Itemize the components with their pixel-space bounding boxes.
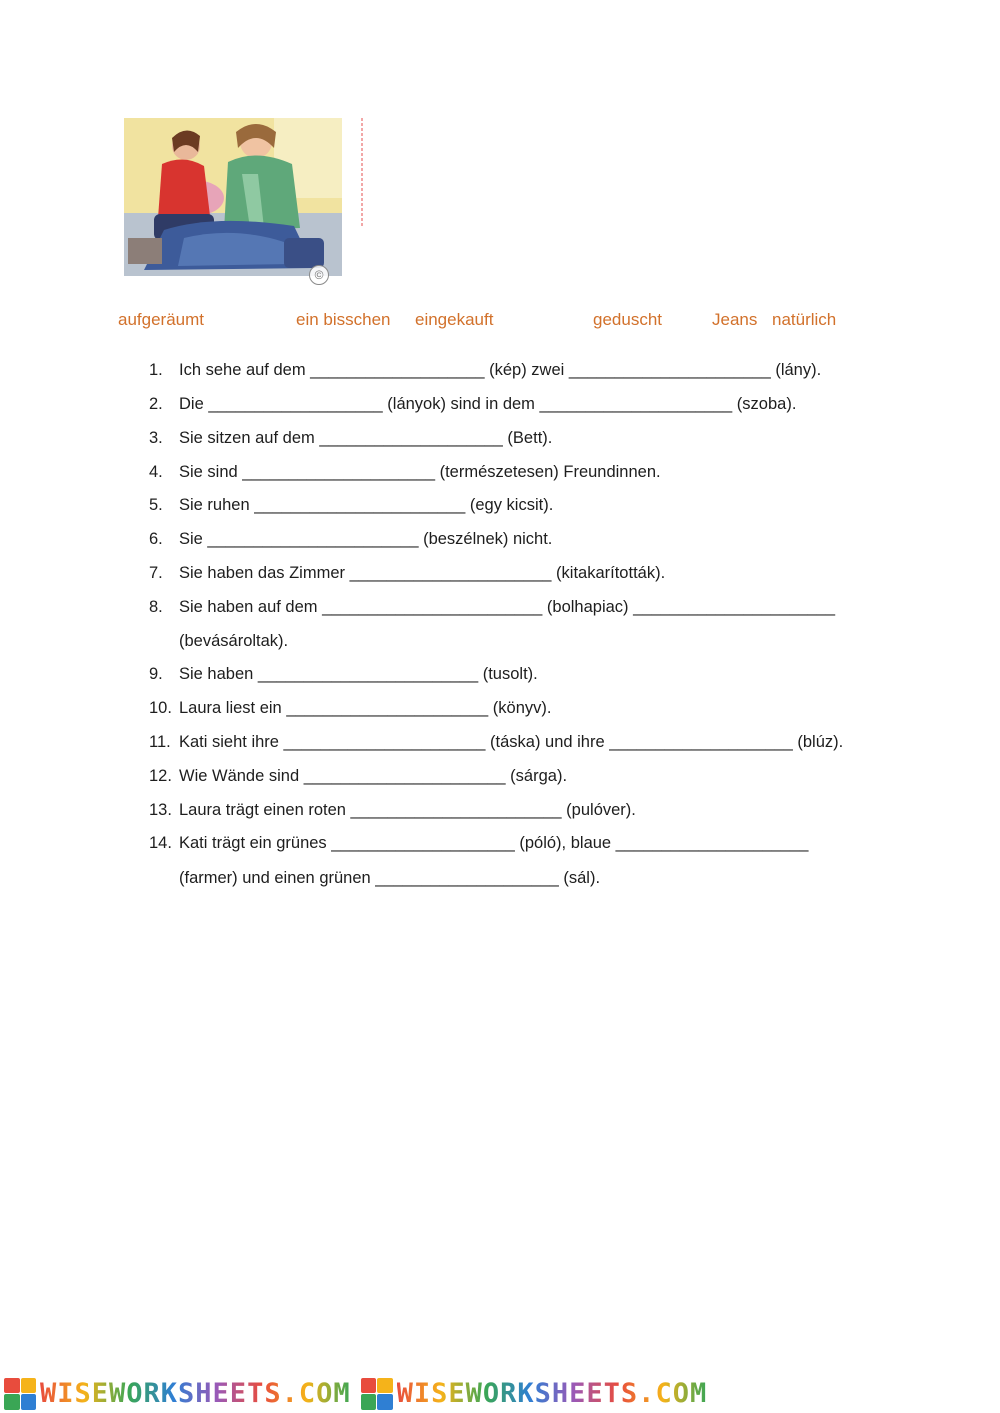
margin-rule [361,118,363,228]
item-text: Sie sind _____________________ (természetesen) Freundinnen. [179,463,661,481]
item-number: 8. [149,598,163,616]
exercise-item [149,661,538,687]
watermark-block [4,1378,351,1410]
wiseworksheets-logo-icon [361,1378,393,1410]
watermark-footer [0,1374,1000,1413]
item-text: Sie ruhen _______________________ (egy kicsit). [179,496,554,514]
wiseworksheets-logo-icon [4,1378,36,1410]
item-number: 5. [149,496,163,514]
item-text: Laura trägt einen roten _______________________ (pulóver). [179,801,636,819]
item-text: Ich sehe auf dem ___________________ (kép) zwei ______________________ (lány). [179,361,822,379]
item-number: 3. [149,429,163,447]
item-text: Kati sieht ihre ______________________ (táska) und ihre ____________________ (blúz). [179,733,844,751]
item-text: Sie haben das Zimmer ______________________ (kitakarították). [179,564,666,582]
exercise-item [149,763,567,789]
word-bank-item: Jeans [712,310,758,329]
item-number: 9. [149,665,163,683]
item-number: 11. [149,733,171,751]
exercise-item [149,357,821,383]
item-text: Sie haben auf dem ________________________ (bolhapiac) ______________________ [179,598,836,616]
exercise-item [149,594,835,620]
worksheet-photo-two-girls [124,118,342,276]
item-text: Wie Wände sind ______________________ (sárga). [179,767,568,785]
word-bank-item: aufgeräumt [118,310,204,329]
exercise-item [149,492,553,518]
item-number: 1. [149,361,163,379]
exercise-item-continuation: (bevásároltak). [179,632,289,650]
exercise-item [149,425,552,451]
item-number: 7. [149,564,163,582]
item-text: Sie _______________________ (beszélnek) nicht. [179,530,553,548]
item-text: Laura liest ein ______________________ (könyv). [179,699,552,717]
item-number: 13. [149,801,172,819]
item-text: Sie sitzen auf dem ____________________ (Bett). [179,429,553,447]
copyright-badge: © [309,265,329,285]
photo-illustration [124,118,342,276]
exercise-item [149,391,796,417]
word-bank [0,310,1000,336]
item-number: 10. [149,699,172,717]
word-bank-item: ein bisschen [296,310,391,329]
watermark-text: WISEWORKSHEETS.COM [396,1378,708,1409]
item-text: Kati trägt ein grünes ____________________ (póló), blaue _____________________ [179,834,809,852]
item-text: Die ___________________ (lányok) sind in dem _____________________ (szoba). [179,395,797,413]
word-bank-item: geduscht [593,310,662,329]
exercise-item [149,695,551,721]
word-bank-item: eingekauft [415,310,494,329]
word-bank-item: natürlich [772,310,837,329]
exercise-item-continuation: (farmer) und einen grünen ____________________ (sál). [179,869,601,887]
watermark-block [361,1378,708,1410]
item-number: 6. [149,530,163,548]
item-number: 12. [149,767,172,785]
exercise-item [149,560,665,586]
exercise-item [149,797,636,823]
exercise-item [149,526,552,552]
item-number: 4. [149,463,163,481]
exercise-item [149,830,808,856]
exercise-item [149,729,843,755]
item-text: Sie haben ________________________ (tusolt). [179,665,538,683]
exercise-item [149,459,661,485]
item-number: 2. [149,395,163,413]
watermark-text: WISEWORKSHEETS.COM [40,1378,351,1409]
item-number: 14. [149,834,172,852]
